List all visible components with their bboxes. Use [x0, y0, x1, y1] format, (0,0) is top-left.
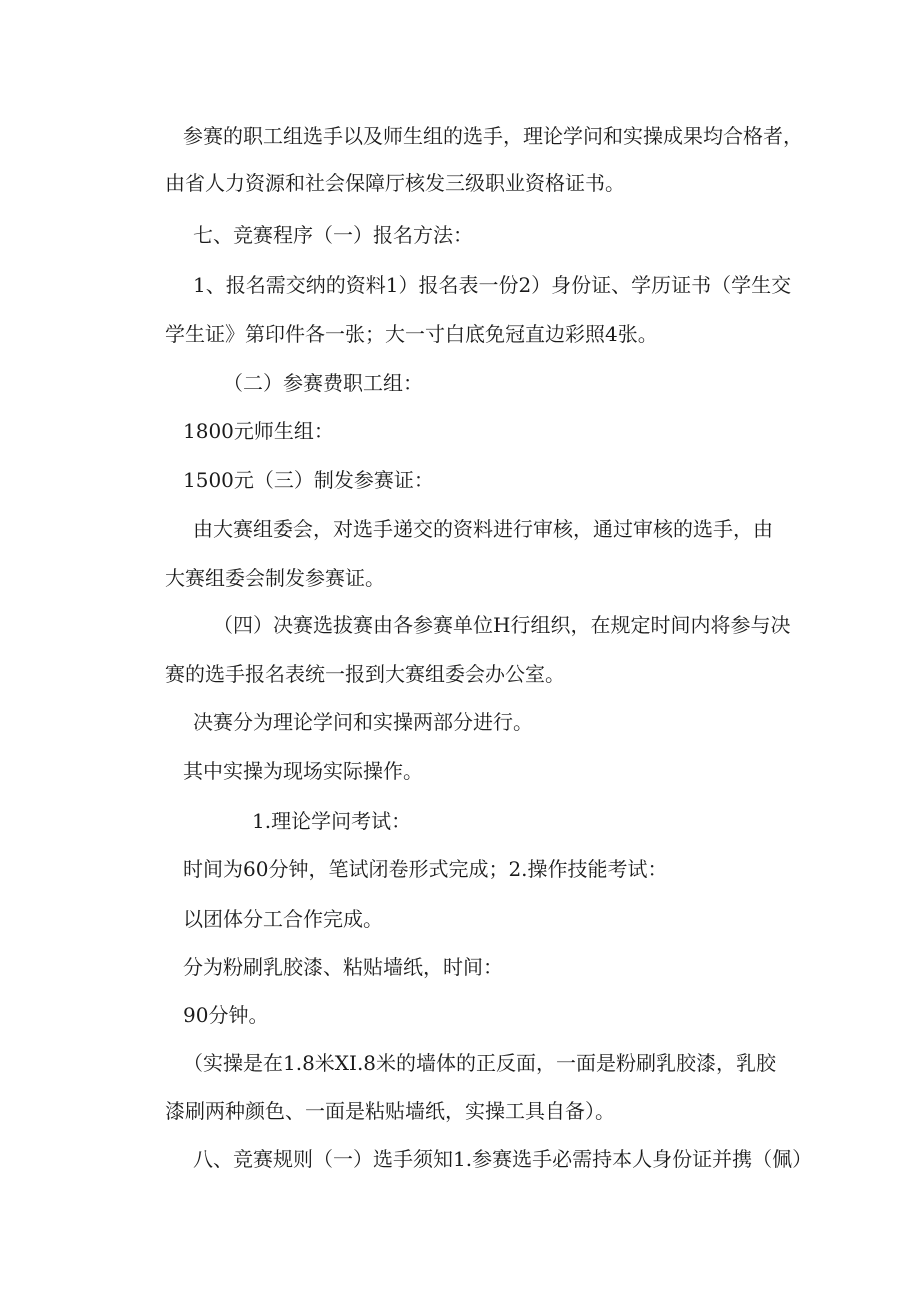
paragraph-line: （实操是在1.8米XI.8米的墙体的正反面，一面是粉刷乳胶漆，乳胶	[183, 1051, 777, 1075]
paragraph-line: 参赛的职工组选手以及师生组的选手，理论学问和实操成果均合格者，	[183, 124, 803, 148]
paragraph-line: 以团体分工合作完成。	[183, 907, 383, 931]
section-heading: 七、竞赛程序（一）报名方法：	[193, 223, 473, 247]
paragraph-line: 其中实操为现场实际操作。	[183, 759, 423, 783]
paragraph-line: 1500元（三）制发参赛证：	[183, 468, 434, 492]
paragraph-line: 90分钟。	[183, 1003, 269, 1027]
paragraph-line: 时间为60分钟，笔试闭卷形式完成；2.操作技能考试：	[183, 857, 668, 881]
paragraph-line: 由省人力资源和社会保障厅核发三级职业资格证书。	[165, 171, 625, 195]
paragraph-line: 决赛分为理论学问和实操两部分进行。	[193, 710, 533, 734]
paragraph-line: 1800元师生组：	[183, 419, 334, 443]
paragraph-line: 漆刷两种颜色、一面是粘贴墙纸，实操工具自备）。	[165, 1099, 615, 1123]
section-heading: 八、竞赛规则（一）选手须知1.参赛选手必需持本人身份证并携（佩）	[193, 1147, 813, 1171]
paragraph-line: 1、报名需交纳的资料1）报名表一份2）身份证、学历证书（学生交	[193, 273, 792, 297]
paragraph-line: 大赛组委会制发参赛证。	[165, 566, 385, 590]
numbered-item: 1.理论学问考试：	[252, 809, 412, 833]
paragraph-line: 分为粉刷乳胶漆、粘贴墙纸，时间：	[183, 955, 503, 979]
paragraph-line: （四）决赛选拔赛由各参赛单位H行组织，在规定时间内将参与决	[213, 613, 791, 637]
paragraph-line: 学生证》第印件各一张；大一寸白底免冠直边彩照4张。	[165, 322, 658, 346]
paragraph-line: 赛的选手报名表统一报到大赛组委会办公室。	[165, 662, 565, 686]
paragraph-line: 由大赛组委会，对选手递交的资料进行审核，通过审核的选手，由	[193, 517, 773, 541]
subsection-heading: （二）参赛费职工组：	[223, 371, 423, 395]
